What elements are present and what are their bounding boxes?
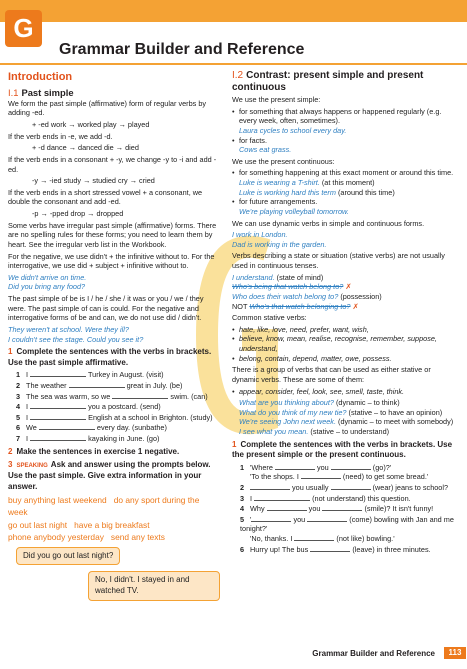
answer-blank[interactable] (30, 370, 86, 377)
answer-blank[interactable] (251, 515, 291, 522)
list-item: 1 'Where you (go)?' 'To the shops. I (need) to get some bread.' (240, 462, 429, 482)
answer-blank[interactable] (30, 402, 86, 409)
footer-label: Grammar Builder and Reference (312, 649, 435, 658)
paragraph: Common stative verbs: (232, 313, 307, 323)
list-item: • belong, contain, depend, matter, owe, possess. (232, 354, 458, 364)
example: Dad is working in the garden. (232, 239, 327, 249)
answer-blank[interactable] (331, 463, 371, 470)
list-item: 5 ' you (come) bowling with Jan and me tonight?' 'No, thanks. I (not like) bowling.' (240, 514, 454, 544)
speech-bubble-answer: No, I didn't. I stayed in and watched TV. (88, 571, 220, 600)
example: I work in London. (232, 230, 288, 240)
list-item: 6 We every day. (sunbathe) (16, 423, 167, 433)
answer-blank[interactable] (69, 381, 125, 388)
answer-blank[interactable] (39, 423, 95, 430)
answer-blank[interactable] (275, 463, 315, 470)
paragraph: Some verbs have irregular past simple (affirmative) forms. There are no spelling rules for these forms; you need to learn them by heart. See the irregular verb list in the Workbook. (8, 220, 217, 249)
paragraph: We form the past simple (affirmative) form of regular verbs by adding -ed. (8, 98, 207, 118)
exercise-3-title: 3 SPEAKING Ask and answer using the prompts below. Use the past simple. Give extra information in your answer. (8, 460, 211, 491)
paragraph: We use the present continuous: (232, 156, 335, 166)
list-item: • hate, like, love, need, prefer, want, wish, (232, 325, 458, 335)
example: + -d dance → danced die → died (32, 143, 139, 153)
example: We're seeing John next week. (dynamic – to meet with somebody) (239, 417, 454, 427)
paragraph: The past simple of be is I / he / she / it was or you / we / they were. The past simple of can is could. For the negative and interrogative forms of be and can, we do not use did / didn't. (8, 294, 204, 323)
answer-blank[interactable] (294, 534, 334, 541)
example: I understand. (state of mind) (232, 272, 324, 282)
example: NOT Who's that watch belonging to? ✗ (232, 301, 359, 311)
answer-blank[interactable] (307, 515, 347, 522)
paragraph: For the negative, we use didn't + the infinitive without to. For the interrogative, we use did + subject + infinitive without to. (8, 251, 215, 271)
example: -y → -ied study → studied cry → cried (32, 176, 155, 186)
answer-blank[interactable] (254, 494, 310, 501)
list-item: • for facts. Cows eat grass. (232, 136, 458, 155)
answer-blank[interactable] (310, 545, 350, 552)
mixed-verbs-list (232, 387, 458, 397)
list-item: • for something that always happens or happened regularly (e.g. every week, often, sometimes). Laura cycles to school every day. (232, 107, 458, 136)
example: I couldn't see the stage. Could you see it? (8, 334, 144, 344)
exercise-1-list (16, 370, 220, 443)
list-item: 6 Hurry up! The bus (leave) in three minutes. (240, 544, 431, 554)
paragraph: There is a group of verbs that can be used as either stative or dynamic verbs. These are some of them: (232, 365, 431, 384)
list-item: 7 I kayaking in June. (go) (16, 434, 160, 444)
section-1-1-heading: I.1 Past simple (8, 86, 74, 98)
usage-list (232, 168, 458, 216)
section-1-2-heading: I.2 Contrast: present simple and present continuous (232, 70, 424, 93)
section-badge: G (5, 10, 42, 47)
speech-bubble-question: Did you go out last night? (16, 547, 120, 566)
paragraph: We can use dynamic verbs in simple and continuous forms. (232, 218, 425, 228)
exercise-2-title: 2 Make the sentences in exercise 1 negative. (8, 446, 180, 456)
answer-blank[interactable] (30, 434, 86, 441)
list-item: • for future arrangements. We're playing volleyball tomorrow. (232, 197, 458, 216)
speaking-prompts: buy anything last weekend do any sport during the week go out last night have a big breakfast phone anybody yesterday send any texts (8, 495, 200, 542)
list-item: 4 I you a postcard. (send) (16, 402, 161, 412)
top-color-bar (0, 0, 467, 22)
list-item: 3 The sea was warm, so we swim. (can) (16, 391, 208, 401)
exercise-right-1-title: 1 Complete the sentences with the verbs in brackets. Use the present simple or the present continuous. (232, 439, 453, 460)
list-item: 3 I (not understand) this question. (240, 493, 411, 503)
example: Did you bring any food? (8, 282, 86, 292)
exercise-1-title: 1 Complete the sentences with the verbs in brackets. Use the past simple affirmative. (8, 347, 212, 367)
example: -p → -pped drop → dropped (32, 209, 124, 219)
page-title: Grammar Builder and Reference (59, 41, 305, 58)
example: Who's being that watch belong to? ✗ (232, 282, 352, 292)
answer-blank[interactable] (112, 392, 168, 399)
list-item: 4 Why you (smile)? It isn't funny! (240, 504, 434, 514)
answer-blank[interactable] (250, 483, 290, 490)
list-item: 2 The weather great in July. (be) (16, 380, 183, 390)
example: What do you think of my new tie? (stative – to have an opinion) (239, 407, 443, 417)
usage-list (232, 107, 458, 155)
paragraph: Verbs describing a state or situation (stative verbs) are not usually used in continuous tenses. (232, 251, 445, 270)
list-item: • for something happening at this exact moment or around this time. Luke is wearing a T-shirt. (at this moment) Luke is working hard this term (around this time) (232, 168, 458, 197)
example: We didn't arrive on time. (8, 272, 87, 282)
paragraph: If the verb ends in a short stressed vowel + a consonant, we double the consonant and add -ed. (8, 187, 203, 207)
page-number: 113 (444, 647, 466, 659)
paragraph: If the verb ends in -e, we add -d. (8, 131, 113, 141)
intro-heading: Introduction (8, 71, 73, 83)
example: What are you thinking about? (dynamic – to think) (239, 398, 400, 408)
paragraph: If the verb ends in a consonant + -y, we change -y to -i and add -ed. (8, 154, 217, 174)
list-item: 5 I English at a school in Brighton. (study) (16, 412, 213, 422)
example: Who does their watch belong to? (possession) (232, 291, 382, 301)
example: They weren't at school. Were they ill? (8, 324, 129, 334)
left-column (8, 70, 220, 601)
paragraph: We use the present simple: (232, 95, 321, 104)
list-item: • believe, know, mean, realise, recognise, remember, suppose, understand, (232, 334, 458, 353)
example: + -ed work → worked play → played (32, 120, 150, 130)
answer-blank[interactable] (322, 504, 362, 511)
answer-blank[interactable] (331, 483, 371, 490)
answer-blank[interactable] (267, 504, 307, 511)
title-divider (0, 63, 467, 65)
list-item: 1 I Turkey in August. (visit) (16, 370, 164, 380)
answer-blank[interactable] (30, 413, 86, 420)
stative-verbs-list (232, 325, 458, 364)
answer-blank[interactable] (301, 472, 341, 479)
list-item: • appear, consider, feel, look, see, smell, taste, think. (232, 387, 458, 397)
right-column (232, 70, 458, 555)
example: I see what you mean. (stative – to understand) (239, 427, 390, 436)
exercise-right-1-list (240, 463, 458, 555)
list-item: 2 you usually (wear) jeans to school? (240, 482, 449, 492)
